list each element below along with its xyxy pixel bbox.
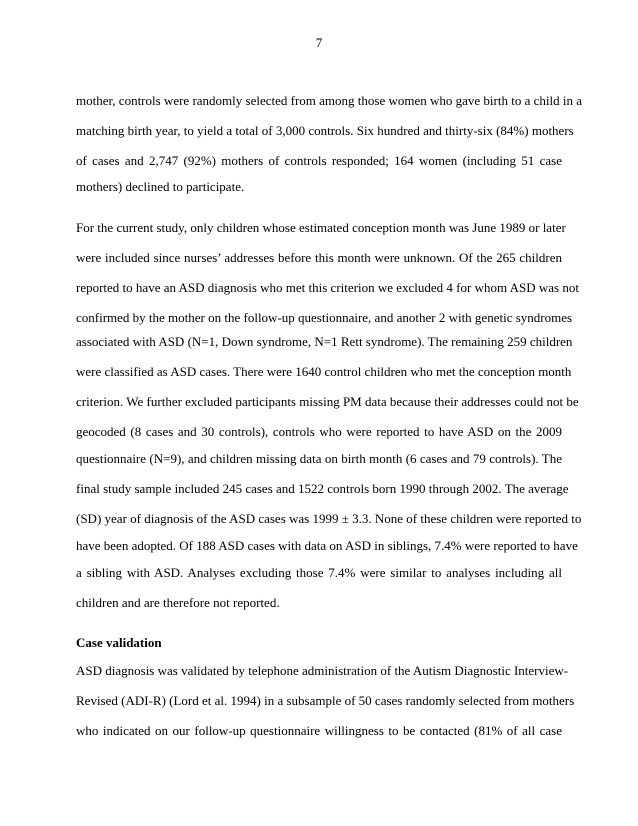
paragraph-2-line: questionnaire (N=9), and children missing data on birth month (6 cases and 79 controls). The [76, 451, 562, 466]
paragraph-2-line: were classified as ASD cases. There were 1640 control children who met the conception month [76, 364, 572, 379]
section-paragraph-line: Revised (ADI-R) (Lord et al. 1994) in a subsample of 50 cases randomly selected from mothers [76, 693, 575, 708]
paragraph-2-line: associated with ASD (N=1, Down syndrome, N=1 Rett syndrome). The remaining 259 children [76, 334, 573, 349]
paragraph-2-line: have been adopted. Of 188 ASD cases with data on ASD in siblings, 7.4% were reported to have [76, 538, 578, 553]
paragraph-2-line: a sibling with ASD. Analyses excluding those 7.4% were similar to analyses including all [76, 565, 562, 580]
paragraph-2-line: confirmed by the mother on the follow-up questionnaire, and another 2 with genetic syndromes [76, 310, 573, 325]
paragraph-2-line: were included since nurses’ addresses before this month were unknown. Of the 265 children [76, 250, 562, 265]
paragraph-1-line: mother, controls were randomly selected from among those women who gave birth to a child in a [76, 93, 582, 108]
paragraph-2-line: children and are therefore not reported. [76, 595, 280, 610]
paragraph-2-line: reported to have an ASD diagnosis who met this criterion we excluded 4 for whom ASD was not [76, 280, 579, 295]
paragraph-2-line: For the current study, only children whose estimated conception month was June 1989 or later [76, 220, 566, 235]
paragraph-2-line: (SD) year of diagnosis of the ASD cases was 1999 ± 3.3. None of these children were reported to [76, 511, 582, 526]
paragraph-2-line: final study sample included 245 cases and 1522 controls born 1990 through 2002. The average [76, 481, 569, 496]
section-paragraph-line: who indicated on our follow-up questionnaire willingness to be contacted (81% of all case [76, 723, 562, 738]
page-number: 7 [315, 35, 323, 50]
paragraph-2-line: geocoded (8 cases and 30 controls), controls who were reported to have ASD on the 2009 [76, 424, 562, 439]
paragraph-1-line: mothers) declined to participate. [76, 179, 245, 194]
paragraph-2-line: criterion. We further excluded participants missing PM data because their addresses could not be [76, 394, 579, 409]
section-paragraph-line: ASD diagnosis was validated by telephone administration of the Autism Diagnostic Interview- [76, 663, 569, 678]
paragraph-1-line: matching birth year, to yield a total of 3,000 controls. Six hundred and thirty-six (84%) mothers [76, 123, 574, 138]
section-heading: Case validation [76, 635, 162, 650]
paragraph-1-line: of cases and 2,747 (92%) mothers of controls responded; 164 women (including 51 case [76, 153, 562, 168]
